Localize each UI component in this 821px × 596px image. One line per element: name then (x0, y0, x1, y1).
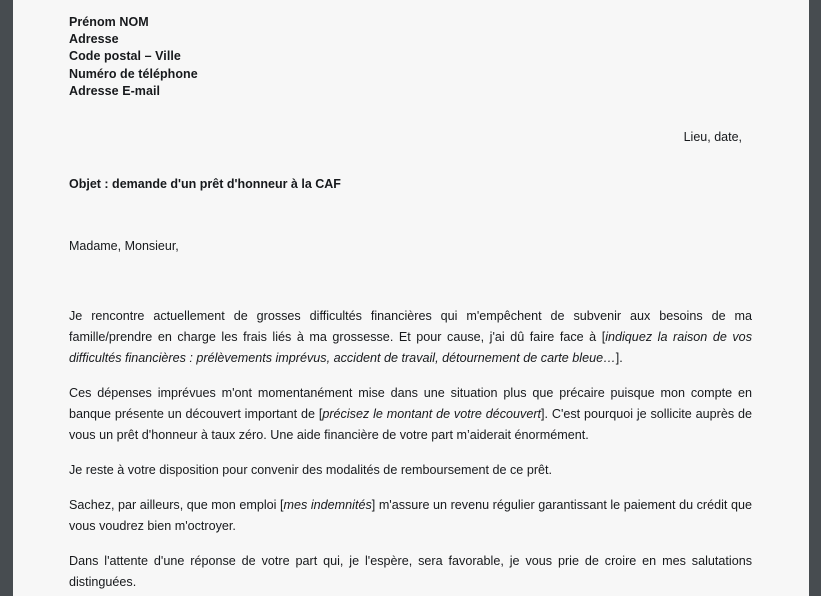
body-paragraph (69, 495, 752, 537)
viewer-right-gutter (809, 0, 821, 596)
paragraph-text: ]. (615, 351, 623, 366)
body-paragraph (69, 383, 752, 446)
place-and-date: Lieu, date, (683, 130, 742, 145)
viewer-left-gutter (0, 0, 13, 596)
paragraph-text: Je reste à votre disposition pour convenir des modalités de remboursement de ce prêt. (69, 463, 553, 478)
body-paragraph (69, 551, 752, 593)
document-page (13, 0, 809, 596)
paragraph-text: Dans l'attente d'une réponse de votre part qui, je l'espère, sera favorable, je vous prie de croire en mes salutations distinguées. (69, 554, 752, 590)
sender-address-block (69, 14, 752, 100)
paragraph-text: ]. C'est pourquoi je sollicite auprès de vous un prêt d'honneur à taux zéro. Une aide financière de votre part m’aiderait énormément. (69, 407, 752, 443)
subject-line: Objet : demande d'un prêt d'honneur à la CAF (69, 177, 341, 192)
letter-body (69, 306, 752, 593)
paragraph-text: Je rencontre actuellement de grosses difficultés financières qui m'empêchent de subvenir aux besoins de ma famille/prendre en charge les frais liés à ma grossesse. Et pour cause, j'ai dû faire face à [ (69, 309, 752, 345)
sender-line-email: Adresse E-mail (69, 83, 161, 98)
placeholder-text: indiquez la raison de vos difficultés financières : prélèvements imprévus, accident de travail, détournement de carte bleue… (69, 330, 752, 366)
salutation-line: Madame, Monsieur, (69, 239, 179, 254)
paragraph-text: Sachez, par ailleurs, que mon emploi [ (69, 498, 284, 513)
body-paragraph (69, 460, 752, 481)
sender-line-phone: Numéro de téléphone (69, 66, 198, 81)
placeholder-text: mes indemnités (283, 498, 372, 513)
placeholder-text: précisez le montant de votre découvert (322, 407, 542, 422)
body-paragraph (69, 306, 752, 369)
paragraph-text: ] m'assure un revenu régulier garantissant le paiement du crédit que vous voudrez bien m'octroyer. (69, 498, 752, 534)
paragraph-text: Ces dépenses imprévues m'ont momentanément mise dans une situation plus que précaire puisque mon compte en banque présente un découvert important de [ (69, 386, 752, 422)
sender-line-address: Adresse (69, 32, 119, 47)
sender-line-postcode: Code postal – Ville (69, 49, 181, 64)
sender-line-name: Prénom NOM (69, 15, 149, 29)
